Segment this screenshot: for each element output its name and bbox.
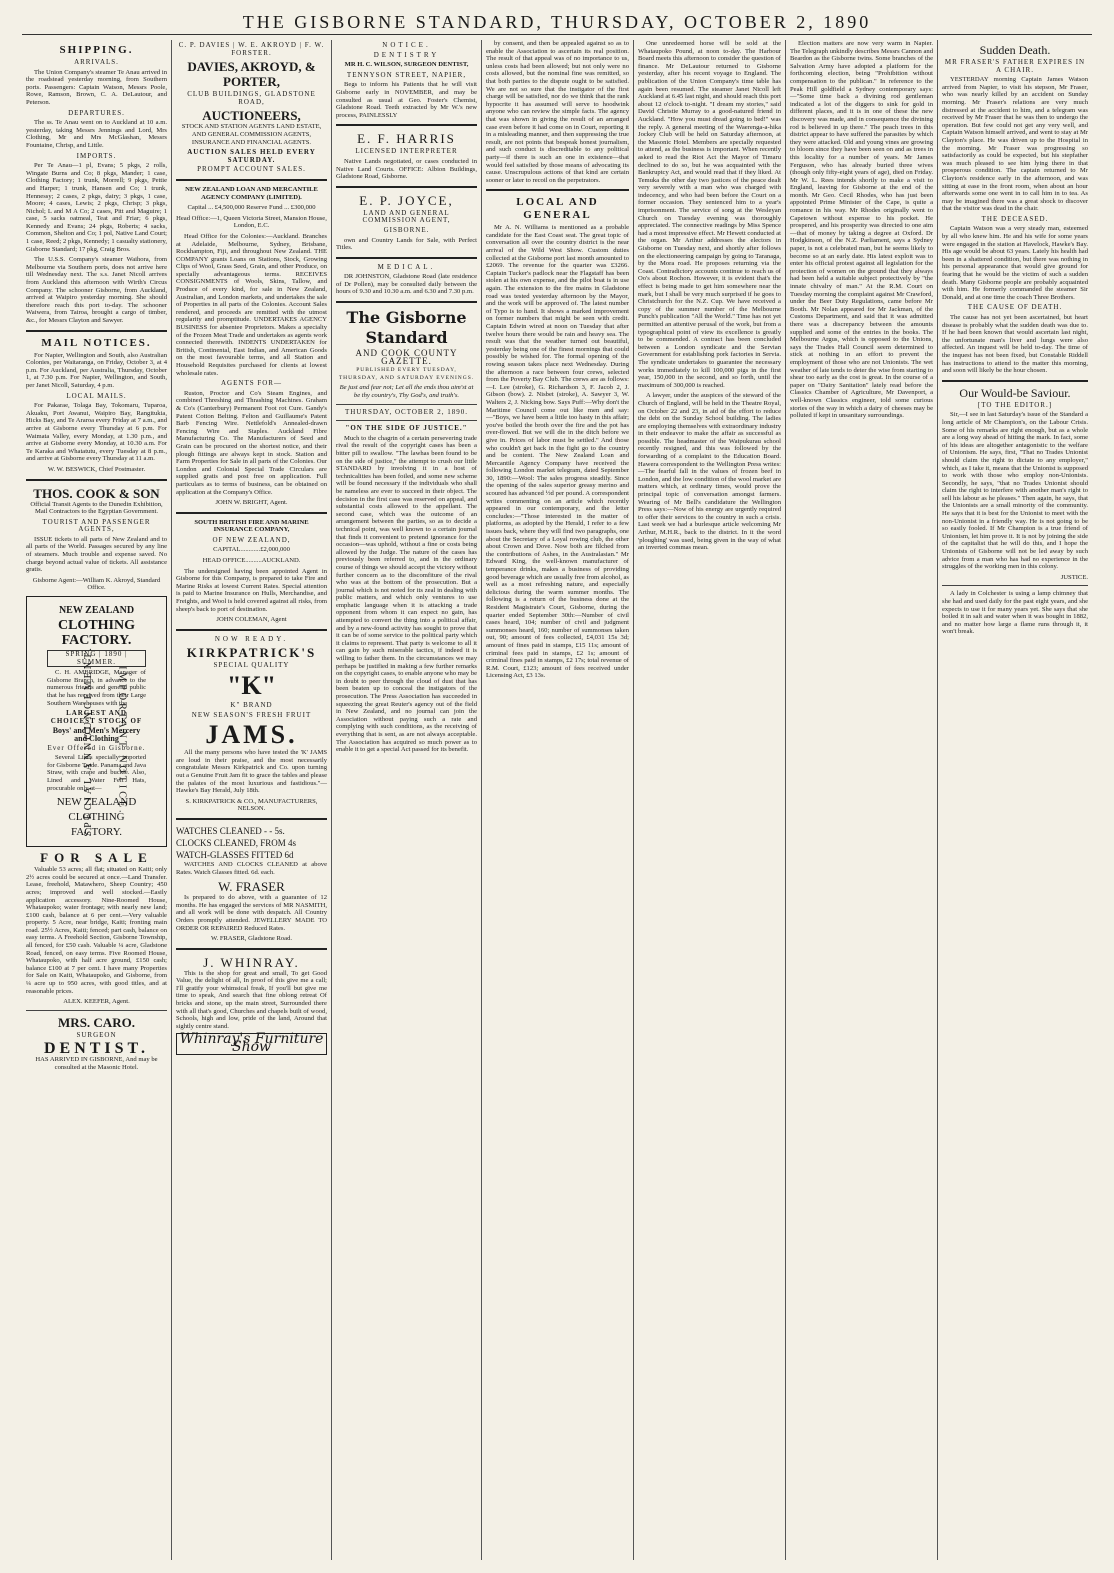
local-items-3: Election matters are now very warm in Napier. The Telegraph unkindly describes Messrs Cannon and Beardon as the Gisborne twins. Some branches of the Salvation Army have adopted a platform for the forthcoming election, being "Prohibition without compensation to the publican." In reference to the Peak Hill goldfield a Sydney contemporary says:—"Some time back a divining rod gentleman indicated a lot of the diggers to sink for gold in different places, and it is in one of these the new discovery was made, and in consequence the divining rod is believed in up there." The peach trees in this district appear to have suffered the parasites by which they were attacked. Old and young vines are growing to bloom since they have been seen on and as trees in this locality for a number of years. Mr James Ferguson, who has already buried three wives (though only fifty-eight years of age), died on Friday. Mr W. L. Rees intends shortly to make a visit to England, leaving for Gisborne at the end of the month. Mr Geo. Cecil Rhodes, who has just been appointed Prime Minister of the Cape, is quite a romance in his way. Mr Rhodes originally went to Capetown without expense to his pocket. He prospered, and his prosperity was directed to one aim—that of money by taking a degree at Oxford. Dr Hodgkinson, of the N.Z. Parliament, says a Sydney paper, is not a celebrated man, but he seems likely to become so at an early date. His latest exploit was to enter his official protest against all legislation for the protection of women on the ground that they always had been held a suitable subject protectively by "the innate chivalry of man." At the R.M. Court on Tuesday morning the complaint against Mr Crawford, under the Beer Duty Regulations, came before Mr Booth. Mr Nolan appeared for Mr Jackman, of the Customs Department, and said that it was admitted there was a discrepancy between the amounts supplied and some of the entries in the books. The Melbourne Argus, which is opposed to the Unions, says the Trades Hall Council seem determined to stick at nothing in an effort to prevent the employment of those who are not Unionists. The wet weather of late tends to deter the wise from starting to shear too early as the cost is great. In the course of a paper on "Dairy Sanitation" lately read before the Classics Chamber of Agriculture, Mr Davenport, a well-known Classics engineer, told some curious stories of the way in which a dairy of cheeses may be polluted if kept in unsanitary surroundings. [790,40,933,420]
imports-text: Per Te Anau—1 pl, Evans; 5 pkgs, 2 rolls, Wingate Burns and Co; 8 pkgs, Mander; 1 case, Clothing Factory; 1 trunk, Morrell; 9 pkgs, Pettie and Harper; 1 trunk, Hansen and Co; 1 trunk, Hennessy; 2 cases, 2 pkgs, dairy; 3 pkgs, 1 case, Moore; 4 cases, Lewis; 2 pkgs, Chrisp; 3 pkgs, Nichol; L and M A Co; 2 cases, Pitt and Maguire; 1 case, 5 sacks oatmeal, Teat and Friar; 6 pkgs, Kennedy and Evans; 24 pkgs, Roberts; 4 sacks, Common, Shelton and Co; 1 pol, Native Land Court; 1 case, Reed; 2 pkgs, Kennedy; 1 casualty stationery, Gisborne Standard; 17 pkg, Craig Bros. [26,162,167,253]
departures-text: The ss. Te Anau went on to Auckland at 10 a.m. yesterday, taking Messrs Jennings and Lord, Mrs Clothing, Mr and Mrs McGlashan, Messrs Fountaine, Chrisp, and Little. [26,119,167,149]
sbf-heading: SOUTH BRITISH FIRE AND MARINE INSURANCE COMPANY, [194,518,309,534]
arrivals-heading: ARRIVALS. [74,58,119,66]
joyce-text: own and Country Lands for Sale, with Perfect Titles. [336,236,477,252]
departures-heading: DEPARTURES. [68,108,125,117]
last-para: A lady in Colchester is using a lamp chimney that she had and used daily for the past eight years, and she expects to use it for many years yet. She says that she boiled it in salt and water when it was bought in 1882, and no matter how large a flame runs through it, it won't break. [942,590,1088,636]
whinray-poem: This is the shop for great and small, To get Good Value, the delight of all, In proof of this give me a call; I'll gratify your whimsical freak, If you'll but give me time to speak, And search that fine oblong retreat Of bricks and stone, up the main street, Surrounded there with all that's good, Churches and chapels built of wood, Schools, high and low, pride of the land, Around that sightly centre stand. [176,969,327,1030]
deceased-text: Captain Watson was a very steady man, esteemed by all who knew him. He and his wife for some years were engaged in the station at Havelock, Hawke's Bay. His age would be about 63 years. Lately his health had been in a shattered condition, but there was nothing in his personal appearance that would give ground for fearing that he would be the victim of such a sudden death. Many Gisborne people are probably acquainted with him. He formerly commanded the steamer Sir Donald, and at one time the coach Three Brothers. [942,225,1088,301]
local-mails-text: For Pakarae, Tolaga Bay, Tokomaru, Tuparoa, Akuaku, Port Awanui, Waipiro Bay, Rangitukia, Hicks Bay, and Te Araroa every Friday at 7 a.m., and arrive at Gisborne every Thursday at 6 p.m. For Waimata Valley, every Monday, at 1.30 p.m., and arrive at Gisborne every Monday, at 10.30 a.m. For Te Karaka and Whatatutu, every Tuesday at 8 p.m., and arrive at Gisborne every Thursday at 11 a.m. [26,402,167,463]
imports-heading: IMPORTS. [76,151,117,160]
kirk-heading: KIRKPATRICK'S [186,645,317,661]
wilson: MR H. C. WILSON, SURGEON DENTIST, [344,61,469,69]
divider [336,186,477,188]
jams-heading: JAMS. [205,720,298,750]
local-items-2: A lawyer, under the auspices of the steward of the Church of England, will be held in the Theatre Royal, on October 22 and 23, in aid of the effort to reduce the debt on the Sunday School building. The ladies are employing themselves with extraordinary industry in their endeavor to make the affair as successful as possible. The headmaster of the Waipukurau school recently resigned, and this was followed by the forwarding of a complaint to the Education Board. Hawera correspondent to the Wellington Press writes:—The fearful fall in the values of frozen beef in London, and the low condition of the wool market are matters which, at ordinary times, would prove the principal topic of conversation amongst farmers. Wearing of Mr Bell's candidature the Wellington Press says:—Now of his energy are urgently required to offer their services to the country in such a crisis. Last week we had a burlesque article welcoming Mr Arthur, M.H.R., back to the district. In it the word 'ploughing' was used, being given in the way of what an inverted commas mean. [638,392,781,552]
local-general-text: Mr A. N. Williams is mentioned as a probable candidate for the East Coast seat. The great topic of conversation all over the country district is the near arrival of the Wild West Show. Custom duties collected at the Gisborne port last month amounted to £2069. The revenue for the quarter was £3266. Captain Tucker's padlock near the Flagstaff has been stolen at his own expense, and the pilot boat is in use again. The extension to the fire mains in Gladstone road was tested yesterday afternoon by the Mayor, and the work will be approved of. The latest number of Typo is to hand. It shows a marked improvement on former numbers that might be seen with credit. Captain Edwin wired at noon on Tuesday that after twelve hours there would be rain and heavy sea. The result was that the weather turned out beautiful, yesterday being one of the finest mornings that could possibly be wished for. The formal opening of the rowing season takes place next Wednesday. During the afternoon a race between four crews, selected from the Poverty Bay Club. The crews are as follows:—I. Lee (stroke), G. Richardson 3, F. Jacob 2, J. Gibson (bow). 2. Nisbet (stroke), A. Sawyer 3, W. Walters 2, J. Nicking bow. Says Puff:—Why don't the Maritime Council come out like men and say:—"Boys, we have been a little too hasty in this affair; you've boiled the broth over the fire and the pot has over-flowed. But we will die in the ditch before we give in. Prices of labor must be settled." And those who couldn't get back in the fight go to the country and be content. The New Zealand Loan and Mercantile Agency Company have received the following London market telegram, dated September 30, 1890:—Wool: The sales progress steadily. Since the opening of the sales superior greasy merino and scoured has advanced ½d per pound. A correspondent writes commenting on an article which recently appeared in our contemporary, and the letter concludes:—"Those interested in the matter of platforms, as adopted by the Herald, I refer to a few issues back, where they will find two paragraphs, one about the Secretary of a Loyal rowing club, the other about Crown and Dove. Now both are filched from the contributions of Ashes, in the Australasian." Mr Edward King, the well-known manufacturer of temperance drinks, makes a business of providing good beverage which are usually free from alcohol, as well as a most refreshing nature, and especially delicious during the warm summer months. The following is a return of the business done at the Resident Magistrate's Court, Gisborne, during the quarter ended September 30th:—Number of civil cases heard, 104; number of civil and judgment summonses heard, 160; number of summonses taken out, 90; amount of fees collected, £4,031 15s 3d; amount of fines paid in stamps, £15 11s; amount of criminal fees paid in stamps, £2 1s; amount of criminal fines paid in stamps, £2 17s; total revenue of R.M. Court, £123; amount of fees received under Licensing Act, £3 13s. [486,224,629,680]
watches-line-1: WATCHES CLEANED - - 5s. [176,825,285,836]
shipping-heading: SHIPPING. [59,44,134,56]
paper-days: PUBLISHED EVERY TUESDAY, THURSDAY, AND SATURDAY EVENINGS. [338,367,475,381]
k-brand-big: "K" [226,671,277,700]
agents-for: AGENTS FOR— [221,379,282,388]
saviour-sub: [TO THE EDITOR.] [977,400,1053,409]
agents-text: Ruston, Proctor and Co's Steam Engines, and combined Threshing and Thrashing Machines. Graham & Co's (Canterbury) Permanent Foot rot Cure. Gandy's Patent Cotton Belting. Felton and Guillaume's Patent Barb Fencing Wire. Nettlefold's Annealed-drawn Fencing Wire and Staples. Auckland Fibre Manufacturing Co. The Manufacturers of Seed and Grain can be procured on the shortest notice, and their plough fittings are always kept in stock. Station and Farm Properties for Sale in all parts of the Colonies. Our London and Colonial Special Trade Circulars are supplied gratis and post free on application. Full particulars as to terms of business, can be obtained on application at the Company's Office. [176,389,327,496]
dentist: DENTIST. [43,1040,150,1058]
divider [176,948,327,950]
editorial-text: Much to the chagrin of a certain persevering trade rival the result of the copyright cases has been a bitter pill to swallow. "The lawhas been found to be on the side of justice," the attempt to crush our little STANDARD by involving it in a host of technicalities has been foiled, and some new scheme will be found necessary if the individuals who shall be nameless are ever to succeed in their object. The decision in the first case was reserved on appeal, and substantial costs allowed to the appellant. The second case, which was the outcome of an arrangement between the parties, so as to decide a technical point, was well known to a certain journal that finds it convenient to pretend ignorance for the occasion—was uphold, without a fine or costs being allowed by the Judge. The nature of the cases has previously been referred to, and in the ordinary course of things we should accept the victory without further concern as to the discomfiture of the rival who was at the bottom of the prosecution. But a journal which is not noted for its zeal in dealing with public matters, and which only ventures to use emphatic language when it is attacking a trade opponent from whom it can expect no gain, has attempted to convert the thing into a political affair, and by a new-found activity has sought to prove that it can be of some service to the political party which it claims to represent. That party is welcome to all it can gain by such miserable tactics, if indeed it is willing to father them. In the circumstances we may perhaps be justified in making a few further remarks on the copyright cases, to enable anyone who may be in doubt to peer through the cloud of dust that has been beaten up to conceal the instigators of the prosecution. The Press Association has succeeded in squeezing the great Reuter's agency out of the field in New Zealand, and no journal can join the Association without paying such a rate and complying with such conditions, as the receiving of everything that is sent, as are not always acceptable. The Association has acquired so much power as to enable it to get a special Act passed for its benefit. [336,434,477,754]
postmaster: W. W. BESWICK, Chief Postmaster. [47,465,146,473]
nzlm-capital: Capital ... £4,500,000 Reserve Fund ... £300,000 [187,204,316,212]
auctioneers: AUCTIONEERS, [202,108,301,124]
firm-topline: C. P. DAVIES | W. E. AKROYD | F. W. FORSTER. [178,41,325,57]
fraser: W. FRASER [218,879,285,895]
joyce: E. P. JOYCE, [359,192,454,208]
sudden-death-text: YESTERDAY morning Captain James Watson arrived from Napier, to visit his stepson, Mr Fraser, who was nearly killed by an accident on Sunday morning. Mr Fraser's relations are very much distressed at the accident to him, and a telegram was received by Mr Fraser that he was then to undergo the operation. But few could not get any very well, and Captain Watson himself arrived, and went to stay at Mr Clayton's place. He was driven up to the Hospital in the morning. Mr Fraser was progressing so satisfactorily as could be expected, but his stepfather was much pleased to see him lying there in that prosperous condition. The captain returned to Mr Clayton's residence early in the afternoon, and was sitting at ease in the front room, when about an hour afterwards some one went in to call him in to tea. As may be imagined there was a great shock to discover that the visitor was dead in the chair. [942,76,1088,213]
sbf-sub: OF NEW ZEALAND, [212,535,291,544]
sbf-capital: CAPITAL............£2,000,000 [213,546,290,554]
column-2 [172,40,332,1560]
bright: JOHN W. BRIGHT, Agent. [215,499,288,507]
nzcf-title1: NEW ZEALAND [58,605,135,617]
saviour-text: Sir,—I see in last Saturday's issue of the Standard a long article of Mr Champion's, on the Labour Crisis. Some of his remarks are right enough, but as a whole are a long way ahead of hitting the mark. In fact, some of his ideas are altogether antagonistic to the welfare of Unionism. He says, first, "That no Trades Unionist should claim the right to dictate to any employer," which, as I take it, means that the Unionist is supposed to work with those who employ non-Unionists. Secondly, he says, "that no Trades Unionist should claim the right to interfere with another man's right to sell his labour as he pleases." Then again, he says, that the Unionists are a small minority of the community. He says that it is best for the Unionist to meet with the non-Unionist in a friendly way. He is not going to be so easily fooled. If Mr Champion is a true friend of Unionism, let him prove it. It is not by joining the side of the capitalist that he will do this, and I hope the Unionists of Gisborne will not be led away by such advice from a man who has had no experience in the struggles of the working men in this colony. [942,411,1088,571]
divider [336,257,477,259]
harris: E. F. HARRIS [357,131,456,147]
now-ready: NOW READY. [214,634,289,643]
masthead: THE GISBORNE STANDARD, THURSDAY, OCTOBER 2, 1890 [242,12,872,32]
divider [26,330,167,332]
sudden-death-heading: Sudden Death. [979,43,1051,57]
whinray: J. WHINRAY. [203,954,300,970]
local-general-heading: LOCAL AND GENERAL [516,196,599,222]
signoff: JUSTICE. [1060,573,1088,581]
editorial-title: "ON THE SIDE OF JUSTICE." [345,424,468,433]
paper-title: The Gisborne Standard [346,308,467,348]
fraser-text: Is prepared to do above, with a guarantee of 12 months. He has engaged the services of MR NASMITH, and all work will be done with despatch. All Country Orders promptly attended. JEWELLERY MADE TO ORDER OR REPAIRED Reduced Rates. [176,894,327,932]
column-3 [332,40,482,1560]
paper-sub: AND COOK COUNTY GAZETTE. [355,348,458,366]
divider [176,818,327,820]
surgeon: SURGEON [76,1030,117,1039]
alex-keefer: ALEX. KEEFER, Agent. [63,998,130,1006]
joyce-title: LAND AND GENERAL COMMISSION AGENT, [362,208,451,225]
sbf-text: The undersigned having been appointed Agent in Gisborne for this Company, is prepared to take Fire and Marine Risks at lowest Current Rates. Special attention is paid to Marine Insurance on Hulls, Merchandise, and Freights, and Wool is held covered against all risks, from sheep's back to port of destination. [176,567,327,613]
editorial-continued: by consent, and then be appealed against so as to enable the Association to ascertain its real position. The result of that appeal was of no importance to us, unless costs had been allowed; but not only were no costs allowed, but the nominal fine was remitted, so that both parties to the dispute ought to be satisfied. We are not so sure that the instigator of the first charge will be satisfied, nor do we think that the rank hypocrite it has assumed will serve to hoodwink anyone who can review the simple facts. The agency that was shown in giving the result of an arranged case even before it had come on in Court, reporting it in a misleading manner, and then suppressing the true result, are not points that bespeak honest journalism, and such conduct is discreditable to any political party—if there is such an one in existence—that would feel satisfied by those means of advocating its cause. Unscrupulous actions of that kind are certain sooner or later to recoil on the perpetrators. [486,40,629,184]
divider [176,179,327,181]
cook-agent: Gisborne Agent:—William K. Akroyd, Standard Office. [32,576,161,592]
issue-date: THURSDAY, OCTOBER 2, 1890. [344,407,469,416]
nzlm-heading: NEW ZEALAND LOAN AND MERCANTILE AGENCY COMPANY (LIMITED). [185,185,318,201]
nzcf-advert [26,596,167,847]
kirk-firm: S. KIRKPATRICK & CO., MANUFACTURERS, NELSON. [185,797,318,813]
nzcf-offered: Ever Offered in Gisborne. [47,743,146,752]
divider [336,124,477,126]
cook-body: ISSUE tickets to all parts of New Zealand and to all parts of the World. Passages secured by any line of steamers. Much trouble and expense saved. No charge beyond actual value of tickets. All assistance gratis. [26,535,167,574]
sudden-death-sub: MR FRASER'S FATHER EXPIRES IN A CHAIR. [944,58,1086,74]
nzcf-largest: LARGEST AND CHOICEST STOCK OF [50,709,143,725]
side-notice: IMPORTANT NOTICE. [116,666,128,816]
column-5 [634,40,786,1560]
wilson-text: Begs to inform his Patients that he will visit Gisborne early in NOVEMBER, and may be consulted as usual at Geo. Foster's Chemist, Gladstone Road. Teeth extracted by Mr W.'s new process, PAINLESSLY [336,81,477,119]
cook-text: Official Transit Agents to the Dunedin Exhibition, Mail Contractors to the Egyptian Government. [30,500,163,516]
prompt-sales: PROMPT ACCOUNT SALES. [197,165,306,174]
watches-line-3: WATCH-GLASSES FITTED 6d [176,849,294,860]
cause-text: The cause has not yet been ascertained, but heart disease is probably what the sudden death was due to. If he had been known that would ascertain last night, the unfortunate man's liver and lungs were also affected. An inquest will be held to-day. The time of the inquest has not been fixed, but Constable Riddell has instructions to attend to the matter this morning, and soon will likely be the hour chosen. [942,314,1088,375]
divider [486,189,629,191]
nzlm-text: Head Office for the Colonies:—Auckland. Branches at Adelaide, Melbourne, Sydney, Brisbane, Rockhampton, Fiji, and throughout New Zealand. THE COMPANY grants Loans on Stations, Stock, Growing Clips of Wool, Grass Seed, Grain, and other Produce, on specially advantageous terms. RECEIVES CONSIGNMENTS of Wools, Skins, Tallow, and Produce of every kind, for sale in New Zealand, Australian, and London markets, and undertakes the sale of Properties in all parts of the Colonies. Account Sales rendered, and proceeds are remitted with the utmost regularity and promptitude. UNDERTAKES AGENCY BUSINESS for absentee Proprietors. Makes a specialty of the Frozen Meat Trade and undertakes as agents work connected therewith. INDENTS UNDERTAKEN for British, Continental, East Indian, and American Goods on the most favourable terms, and all Station and Household Requisites purchased for clients at lowest wholesale rates. [176,232,327,377]
masthead-rule [22,34,1092,35]
nzcf-season: SPRING | 1890 | SUMMER. [47,650,146,667]
local-mails-heading: LOCAL MAILS. [66,391,127,400]
new-season: NEW SEASON'S FRESH FRUIT [191,710,312,719]
auction-sales: AUCTION SALES HELD EVERY SATURDAY. [187,148,316,164]
nzcf-also: Several Lines specially imported for Gisborne Trade. Panama and Java Straw, with crape and buckle. Also, Lined and Water Felt Hats, procurable only at— [47,754,146,792]
firm-name: DAVIES, AKROYD, & PORTER, [187,59,316,90]
divider [942,585,1088,586]
divider [26,1010,167,1011]
divider [176,629,327,631]
forsale-text: Valuable 53 acres; all flat; situated on Kaiti; only 2½ acres could be secured at once.—Land Transfer. Lease, freehold, Matawhero, Sheep Country; 450 acres; improved and well stocked.—Easily application accessory. Nine-Roomed House, Whataupoko; water frontage; with nearly new land; £100 cash, balance at 6 per cent.—Very valuable property. 5 Acre, near bridge, Kaiti; fronting main road. 25½ Acres, Kaiti; fenced; part cash, balance on easy terms. A Freehold Section, Gisborne Township, all fenced, for £50 cash. Valuable ¼ acre, Gladstone Road, fenced, on easy terms. Five Roomed House, Whataupoko, with half acre ground, £150 cash; balance £100 at 7 per cent. I have many Properties for Sale on Kaiti, Whataupoko, and Gisborne, from ¼ acre up to 950 acres, with good titles, and at reasonable prices. [26,866,167,995]
cause-heading: THE CAUSE OF DEATH. [967,303,1063,312]
cook-heading: THOS. COOK & SON [33,485,160,501]
medical: MEDICAL. [377,262,436,271]
k-brand: K" BRAND [230,701,273,709]
local-items-1: One unredeemed horse will be sold at the Whataupoko Pound, at noon to-day. The Harbour Board meets this afternoon to consider the question of finance. Mr DeLautour returned to Gisborne yesterday, after his recent voyage to England. The publication of the Union Company's time table has again been resumed. The steamer Janet Nicoll left Auckland at 6.45 last night, and should reach this port about 12 o'clock to-night. "I dream my stories," said David Christie Murray to a good-natured friend in Auckland. "How you must dread going to bed!" was the reply. A general meeting of the Waerenga-a-hika Jockey Club will be held on Saturday afternoon, at the Masonic Hotel. Members are specially requested to attend, as the business is important. When recently asked to read the Riot Act the Mayor of Timaru declined to do so, but he was acquainted with the Bankruptcy Act, and would read that if they liked. At Temuka the other day two justices of the peace dealt very severely with a man who was charged with indecency, and who had been before the Court on a former occasion. They sentenced him to a year's imprisonment. The service of song at the Wesleyan Church on Tuesday evening was thoroughly appreciated. The connective readings by Miss Spence had a most impressive effect. Mr Hewett conducted at the organ. Mr Arthur addresses the electors in Gisborne on Tuesday next, and shortly after follows on the electioneering campaign by going to Taranaga, by the Mora road. He proposes returning via the Coast. Contradictory accounts continue to reach us of Oo's about Rochon. However, it is evident that's the effect is being made to get him somewhere near the mark, but I shall be very much surprised if he goes to Christchurch for the N.Z. Cup. We have received a copy of the summer number of the Melbourne Punch's publication "All the World." Time has not yet permitted an attentive perusal of the work, but from a typographical point of view its excellence is greatly to be commended. A contract has been concluded between a London syndicate and the Servian Government for establishing pork factories in Servia. The syndicate undertakes to guarantee the necessary works immediately to kill 100,000 pigs in the first year, 150,000 in the second, and so forth, until the maximum of 300,000 is reached. [638,40,781,389]
divider [942,380,1088,382]
caro-text: HAS ARRIVED IN GISBORNE, And may be consulted at the Masonic Hotel. [35,1056,158,1071]
sbf-office: HEAD OFFICE..........AUCKLAND. [202,557,301,565]
joyce-place: GISBORNE. [383,225,430,234]
divider [336,404,477,405]
column-6 [786,40,938,1560]
firm-addr: CLUB BUILDINGS, GLADSTONE ROAD, [187,90,316,106]
nzcf-body: C. H. AMBRIDGE, Manager of Gisborne Branch, in advance to the numerous friends and general public that he has received from their Large Southern Warehouses with the [47,669,146,707]
coleman: JOHN COLEMAN, Agent [216,616,287,624]
nzcf-title2: CLOTHING FACTORY. [57,618,135,649]
side-announcement: SPECIAL ANNOUNCEMENT. [82,645,94,837]
divider [336,301,477,303]
divider [26,479,167,481]
harris-title: LICENSED INTERPRETER [355,147,458,156]
dentistry: DENTISTRY [373,50,440,59]
arrivals-text: The Union Company's steamer Te Anau arrived in the roadstead yesterday morning, from Southern ports. Passengers: Captain Watson, Messrs Poole, Rowe, Ramson, Brown, C. A. DeLautour, and Peterson. [26,68,167,106]
column-1 [22,40,172,1560]
deceased-heading: THE DECEASED. [981,214,1049,223]
nzcf-clothing: Boys' and Men's Mercery and Clothing [52,726,141,743]
nzcf-footer: NEW ZEALAND CLOTHING FACTORY. [56,796,137,839]
mrs-caro: MRS. CARO. [58,1014,135,1030]
cook-sub: TOURIST AND PASSENGER AGENTS, [42,517,151,534]
wilson-addr: TENNYSON STREET, NAPIER, [346,70,467,79]
watches-line-2: CLOCKS CLEANED, FROM 4s [176,837,297,848]
divider [176,512,327,514]
auct-text: STOCK AND STATION AGENTS LAND ESTATE, AND GENERAL COMMISSION AGENTS, INSURANCE AND FINANCIAL AGENTS. [181,123,322,146]
whinray-sign: Whinray's Furniture Show [176,1033,327,1054]
forsale-heading: FOR SALE [40,850,153,866]
mail-text: For Napier, Wellington and South, also Australian Colonies, per Waitaranga, on Friday, October 3, at 4 p.m. For Auckland, per Australia, Thursday, October 1, at 7.30 p.m. For Napier, Wellington, and South, per Janet Nicoll, Saturday, 4 p.m. [26,351,167,389]
johnston: DR JOHNSTON, Gladstone Road (late residence of Dr Pollen), may be consulted daily between the hours of 9.30 and 10.30 a.m. and 6.30 and 7.30 p.m. [336,273,477,296]
mail-heading: MAIL NOTICES. [41,336,152,349]
jam-text: All the many persons who have tested the 'K' JAMS are loud in their praise, and the most necessarily congratulate Messrs Kirkpatrick and Co. upon turning out a Genuine Fruit Jam fit to grace the tables and please the palates of the most luxurious and fastidious."—Hawke's Bay Herald, July 18th. [176,749,327,795]
notice: NOTICE. [382,41,431,49]
usship-text: The U.S.S. Company's steamer Waihora, from Melbourne via Southern ports, does not arrive here till Wednesday next. The s.s. Janet Nicoll arrives from Auckland this afternoon with Wirth's Circus Company. The schooner Gisborne, from Auckland, arrived at Waipiro yesterday morning. She should therefore reach this port to-day. The schooner Waiwera, from Tairoa, brought a cargo of timber, &c., for Messrs Clayton and Sawyer. [26,256,167,324]
special-quality: SPECIAL QUALITY [213,661,290,670]
column-4 [482,40,634,1560]
watches-text: WATCHES AND CLOCKS CLEANED at above Rates. Watch Glasses fitted. 6d. each. [176,860,327,876]
column-7 [938,40,1092,1560]
saviour-heading: Our Would-be Saviour. [959,385,1071,400]
motto: Be just and fear not; Let all the ends thou aim'st at be thy country's, Thy God's, and truth's. [339,384,474,400]
harris-text: Native Lands negotiated, or cases conducted in Native Land Courts. OFFICE: Albion Buildings, Gladstone Road, Gisborne. [336,157,477,181]
fraser-addr: W. FRASER, Gladstone Road. [210,935,293,943]
nzlm-office: Head Office:—1, Queen Victoria Street, Mansion House, London, E.C. [176,214,327,230]
divider [336,420,477,421]
